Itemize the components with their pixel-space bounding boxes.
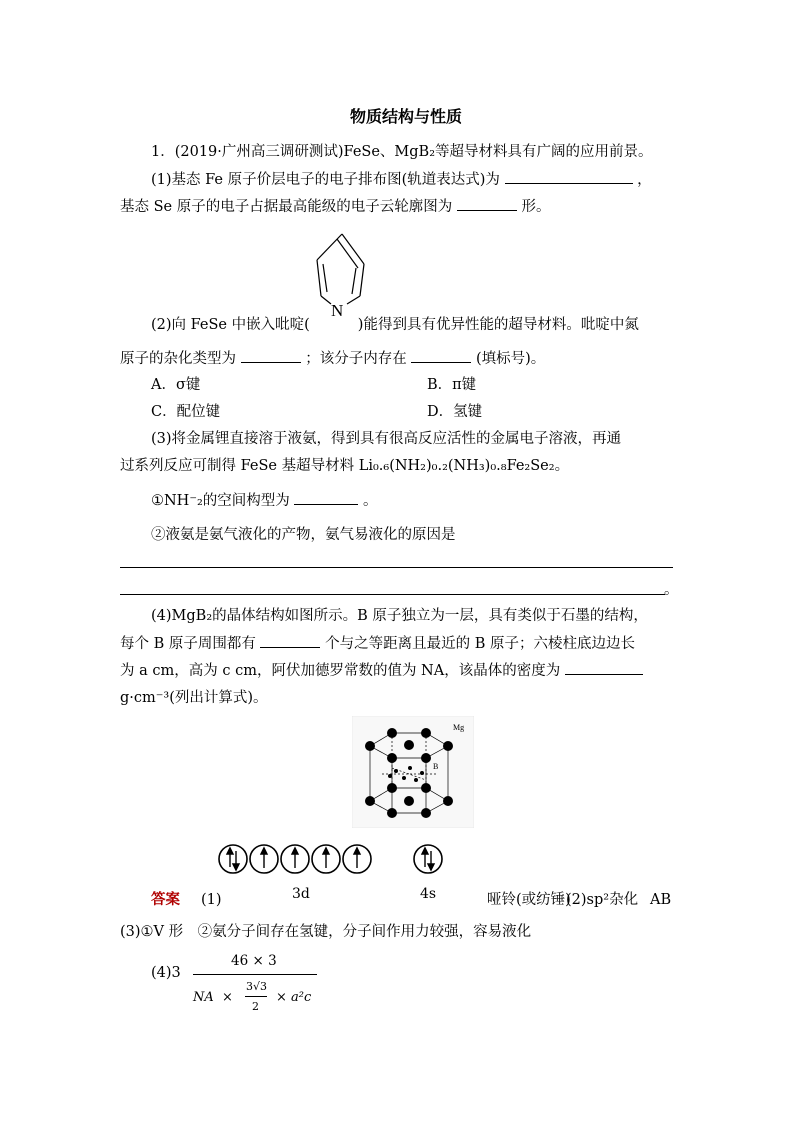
- q1-part1b-end: 形。: [521, 199, 551, 215]
- orbital-4s-label: 4s: [420, 886, 437, 902]
- q1-part2-line1: [151, 315, 639, 335]
- option-d: D．氢键: [427, 404, 483, 420]
- fraction-sqrt-denominator: 2: [252, 1000, 259, 1013]
- answer-2: (2)sp²杂化: [566, 892, 639, 908]
- answer-blank[interactable]: [411, 348, 471, 363]
- q1-part2-text1: (2)向 FeSe 中嵌入吡啶(: [151, 317, 310, 333]
- crystal-structure-diagram: [352, 716, 474, 828]
- q1-intro: 1．(2019·广州高三调研测试)FeSe、MgB₂等超导材料具有广阔的应用前景。: [151, 144, 653, 160]
- q1-part4-text3: 为 a cm，高为 c cm，阿伏加德罗常数的值为 NA，该晶体的密度为: [120, 663, 561, 679]
- answer-1-shape: 哑铃(或纺锤): [487, 892, 571, 908]
- orbital-3d-label: 3d: [292, 886, 310, 902]
- answer-blank[interactable]: [565, 660, 643, 675]
- fraction-times: ×: [222, 990, 233, 1005]
- q1-part1-line2: [120, 196, 550, 217]
- punct: 。: [363, 493, 378, 509]
- q1-part2-text5: (填标号)。: [475, 351, 546, 367]
- punct: ，: [637, 172, 652, 188]
- option-a: A．σ键: [151, 377, 201, 393]
- crystal-mg-label: Mg: [453, 723, 465, 732]
- q1-part3-line3: [151, 490, 378, 511]
- answer-blank[interactable]: [505, 169, 633, 184]
- q1-part4-line4: g·cm⁻³(列出计算式)。: [120, 690, 268, 706]
- q1-part4-line3: [120, 660, 643, 681]
- answer-line[interactable]: [120, 594, 665, 595]
- q1-part4-line2: [120, 633, 635, 654]
- fraction-na: NA: [193, 990, 214, 1005]
- punct: 。: [664, 582, 679, 598]
- answer-label: 答案: [151, 891, 180, 908]
- q1-part2-text3: 原子的杂化类型为: [120, 351, 236, 367]
- page-title: 物质结构与性质: [350, 107, 463, 126]
- q1-part4-text2: 个与之等距离且最近的 B 原子；六棱柱底边边长: [325, 636, 635, 652]
- q1-part3-line1: (3)将金属锂直接溶于液氨，得到具有很高反应活性的金属电子溶液，再通: [151, 431, 622, 447]
- answer-3: (3)①V 形 ②氨分子间存在氢键，分子间作用力较强，容易液化: [120, 924, 532, 940]
- q1-part3-text: ①NH⁻₂的空间构型为: [151, 493, 290, 509]
- q1-part3-line4: ②液氨是氨气液化的产物，氨气易液化的原因是: [151, 527, 456, 543]
- pyridine-n-label: N: [331, 301, 344, 320]
- q1-part4-line1: (4)MgB₂的晶体结构如图所示。B 原子独立为一层，具有类似于石墨的结构，: [151, 608, 648, 624]
- option-c: C．配位键: [151, 404, 221, 420]
- q1-part2-text4: ；该分子内存在: [305, 351, 407, 367]
- fraction-tail: × a²c: [276, 990, 312, 1005]
- fraction-bar: [193, 974, 317, 975]
- q1-part3-line2: 过系列反应可制得 FeSe 基超导材料 Li₀.₆(NH₂)₀.₂(NH₃)₀.₈Fe₂Se₂。: [120, 458, 570, 474]
- fraction-sqrt-numerator: 3√3: [246, 980, 268, 993]
- crystal-b-label: B: [433, 762, 439, 771]
- answer-blank[interactable]: [294, 490, 358, 505]
- answer-blank[interactable]: [457, 196, 517, 211]
- orbital-diagram: [216, 842, 446, 878]
- answer-blank[interactable]: [241, 348, 301, 363]
- q1-part4-text1: 每个 B 原子周围都有: [120, 636, 256, 652]
- fraction-numerator: 46 × 3: [231, 953, 277, 969]
- answer-blank[interactable]: [260, 633, 320, 648]
- q1-part2-text2: )能得到具有优异性能的超导材料。吡啶中氮: [357, 317, 639, 333]
- q1-part2-line2: [120, 348, 545, 369]
- option-b: B．π键: [427, 377, 477, 393]
- q1-part1-line1: [151, 169, 652, 190]
- q1-part1-text: (1)基态 Fe 原子价层电子的电子排布图(轨道表达式)为: [151, 172, 500, 188]
- pyridine-structure: [300, 228, 380, 320]
- q1-part1b-text: 基态 Se 原子的电子占据最高能级的电子云轮廓图为: [120, 199, 453, 215]
- answer-4-prefix: (4)3: [151, 965, 181, 981]
- answer-1-label: (1): [201, 892, 222, 908]
- answer-line[interactable]: [120, 567, 673, 568]
- answer-2-options: AB: [650, 892, 672, 908]
